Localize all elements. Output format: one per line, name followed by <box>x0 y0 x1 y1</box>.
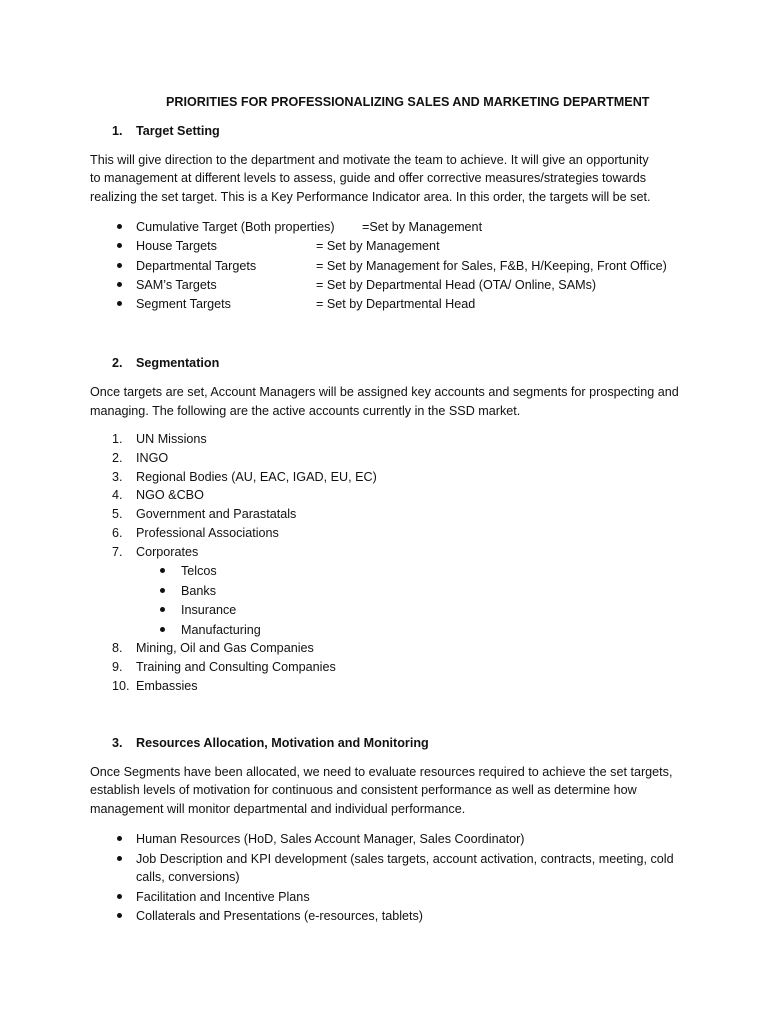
section-2-number: 2. <box>112 356 123 370</box>
bullet-icon <box>160 588 165 593</box>
section-3-paragraph-line: establish levels of motivation for continuous and consistent performance as well as determine how <box>90 783 637 797</box>
section-1-number: 1. <box>112 124 123 138</box>
bullet-icon <box>117 282 122 287</box>
bullet-icon <box>160 627 165 632</box>
account-number: 2. <box>112 451 123 465</box>
account-label: Embassies <box>136 679 198 693</box>
section-2-paragraph-line: Once targets are set, Account Managers will be assigned key accounts and segments for prospecting and <box>90 385 679 399</box>
account-label: Training and Consulting Companies <box>136 660 336 674</box>
account-label: INGO <box>136 451 169 465</box>
bullet-icon <box>117 856 122 861</box>
target-label: House Targets <box>136 239 217 253</box>
resource-item: Facilitation and Incentive Plans <box>136 890 310 904</box>
target-label: Segment Targets <box>136 297 231 311</box>
account-number: 10. <box>112 679 130 693</box>
section-1-paragraph-line: This will give direction to the department and motivate the team to achieve. It will give an opportunity <box>90 153 649 167</box>
target-label: Departmental Targets <box>136 259 257 273</box>
account-number: 3. <box>112 470 123 484</box>
target-value: =Set by Management <box>362 220 483 234</box>
resource-item-continuation: calls, conversions) <box>136 870 240 884</box>
target-label: Cumulative Target (Both properties) <box>136 220 335 234</box>
bullet-icon <box>117 263 122 268</box>
resource-item: Job Description and KPI development (sales targets, account activation, contracts, meeting, cold <box>136 852 674 866</box>
bullet-icon <box>160 568 165 573</box>
account-label: Mining, Oil and Gas Companies <box>136 641 314 655</box>
resource-item: Collaterals and Presentations (e-resources, tablets) <box>136 909 423 923</box>
account-number: 1. <box>112 432 123 446</box>
section-1-heading: Target Setting <box>136 124 220 138</box>
account-label: Professional Associations <box>136 526 279 540</box>
section-2-paragraph-line: managing. The following are the active accounts currently in the SSD market. <box>90 404 521 418</box>
bullet-icon <box>117 243 122 248</box>
target-value: = Set by Management for Sales, F&B, H/Keeping, Front Office) <box>316 259 667 273</box>
bullet-icon <box>117 836 122 841</box>
section-1-paragraph-line: to management at different levels to assess, guide and offer corrective measures/strategies towards <box>90 171 647 185</box>
target-value: = Set by Departmental Head (OTA/ Online, SAMs) <box>316 278 597 292</box>
bullet-icon <box>117 224 122 229</box>
section-3-heading: Resources Allocation, Motivation and Monitoring <box>136 736 429 750</box>
target-label: SAM’s Targets <box>136 278 217 292</box>
account-label: Government and Parastatals <box>136 507 297 521</box>
section-1-paragraph-line: realizing the set target. This is a Key Performance Indicator area. In this order, the targets will be set. <box>90 190 651 204</box>
account-label: Regional Bodies (AU, EAC, IGAD, EU, EC) <box>136 470 377 484</box>
bullet-icon <box>117 301 122 306</box>
bullet-icon <box>160 607 165 612</box>
account-label: NGO &CBO <box>136 488 204 502</box>
corporate-subitem: Insurance <box>181 603 237 617</box>
corporate-subitem: Manufacturing <box>181 623 261 637</box>
target-value: = Set by Management <box>316 239 440 253</box>
account-label: Corporates <box>136 545 199 559</box>
bullet-icon <box>117 913 122 918</box>
section-3-number: 3. <box>112 736 123 750</box>
account-number: 6. <box>112 526 123 540</box>
account-number: 5. <box>112 507 123 521</box>
corporate-subitem: Banks <box>181 584 217 598</box>
account-label: UN Missions <box>136 432 207 446</box>
account-number: 9. <box>112 660 123 674</box>
bullet-icon <box>117 894 122 899</box>
account-number: 4. <box>112 488 123 502</box>
section-3-paragraph-line: management will monitor departmental and individual performance. <box>90 802 466 816</box>
corporate-subitem: Telcos <box>181 564 217 578</box>
section-2-heading: Segmentation <box>136 356 220 370</box>
account-number: 7. <box>112 545 123 559</box>
document-title: PRIORITIES FOR PROFESSIONALIZING SALES AND MARKETING DEPARTMENT <box>166 95 650 109</box>
resource-item: Human Resources (HoD, Sales Account Manager, Sales Coordinator) <box>136 832 525 846</box>
target-value: = Set by Departmental Head <box>316 297 476 311</box>
account-number: 8. <box>112 641 123 655</box>
section-3-paragraph-line: Once Segments have been allocated, we need to evaluate resources required to achieve the set targets, <box>90 765 673 779</box>
